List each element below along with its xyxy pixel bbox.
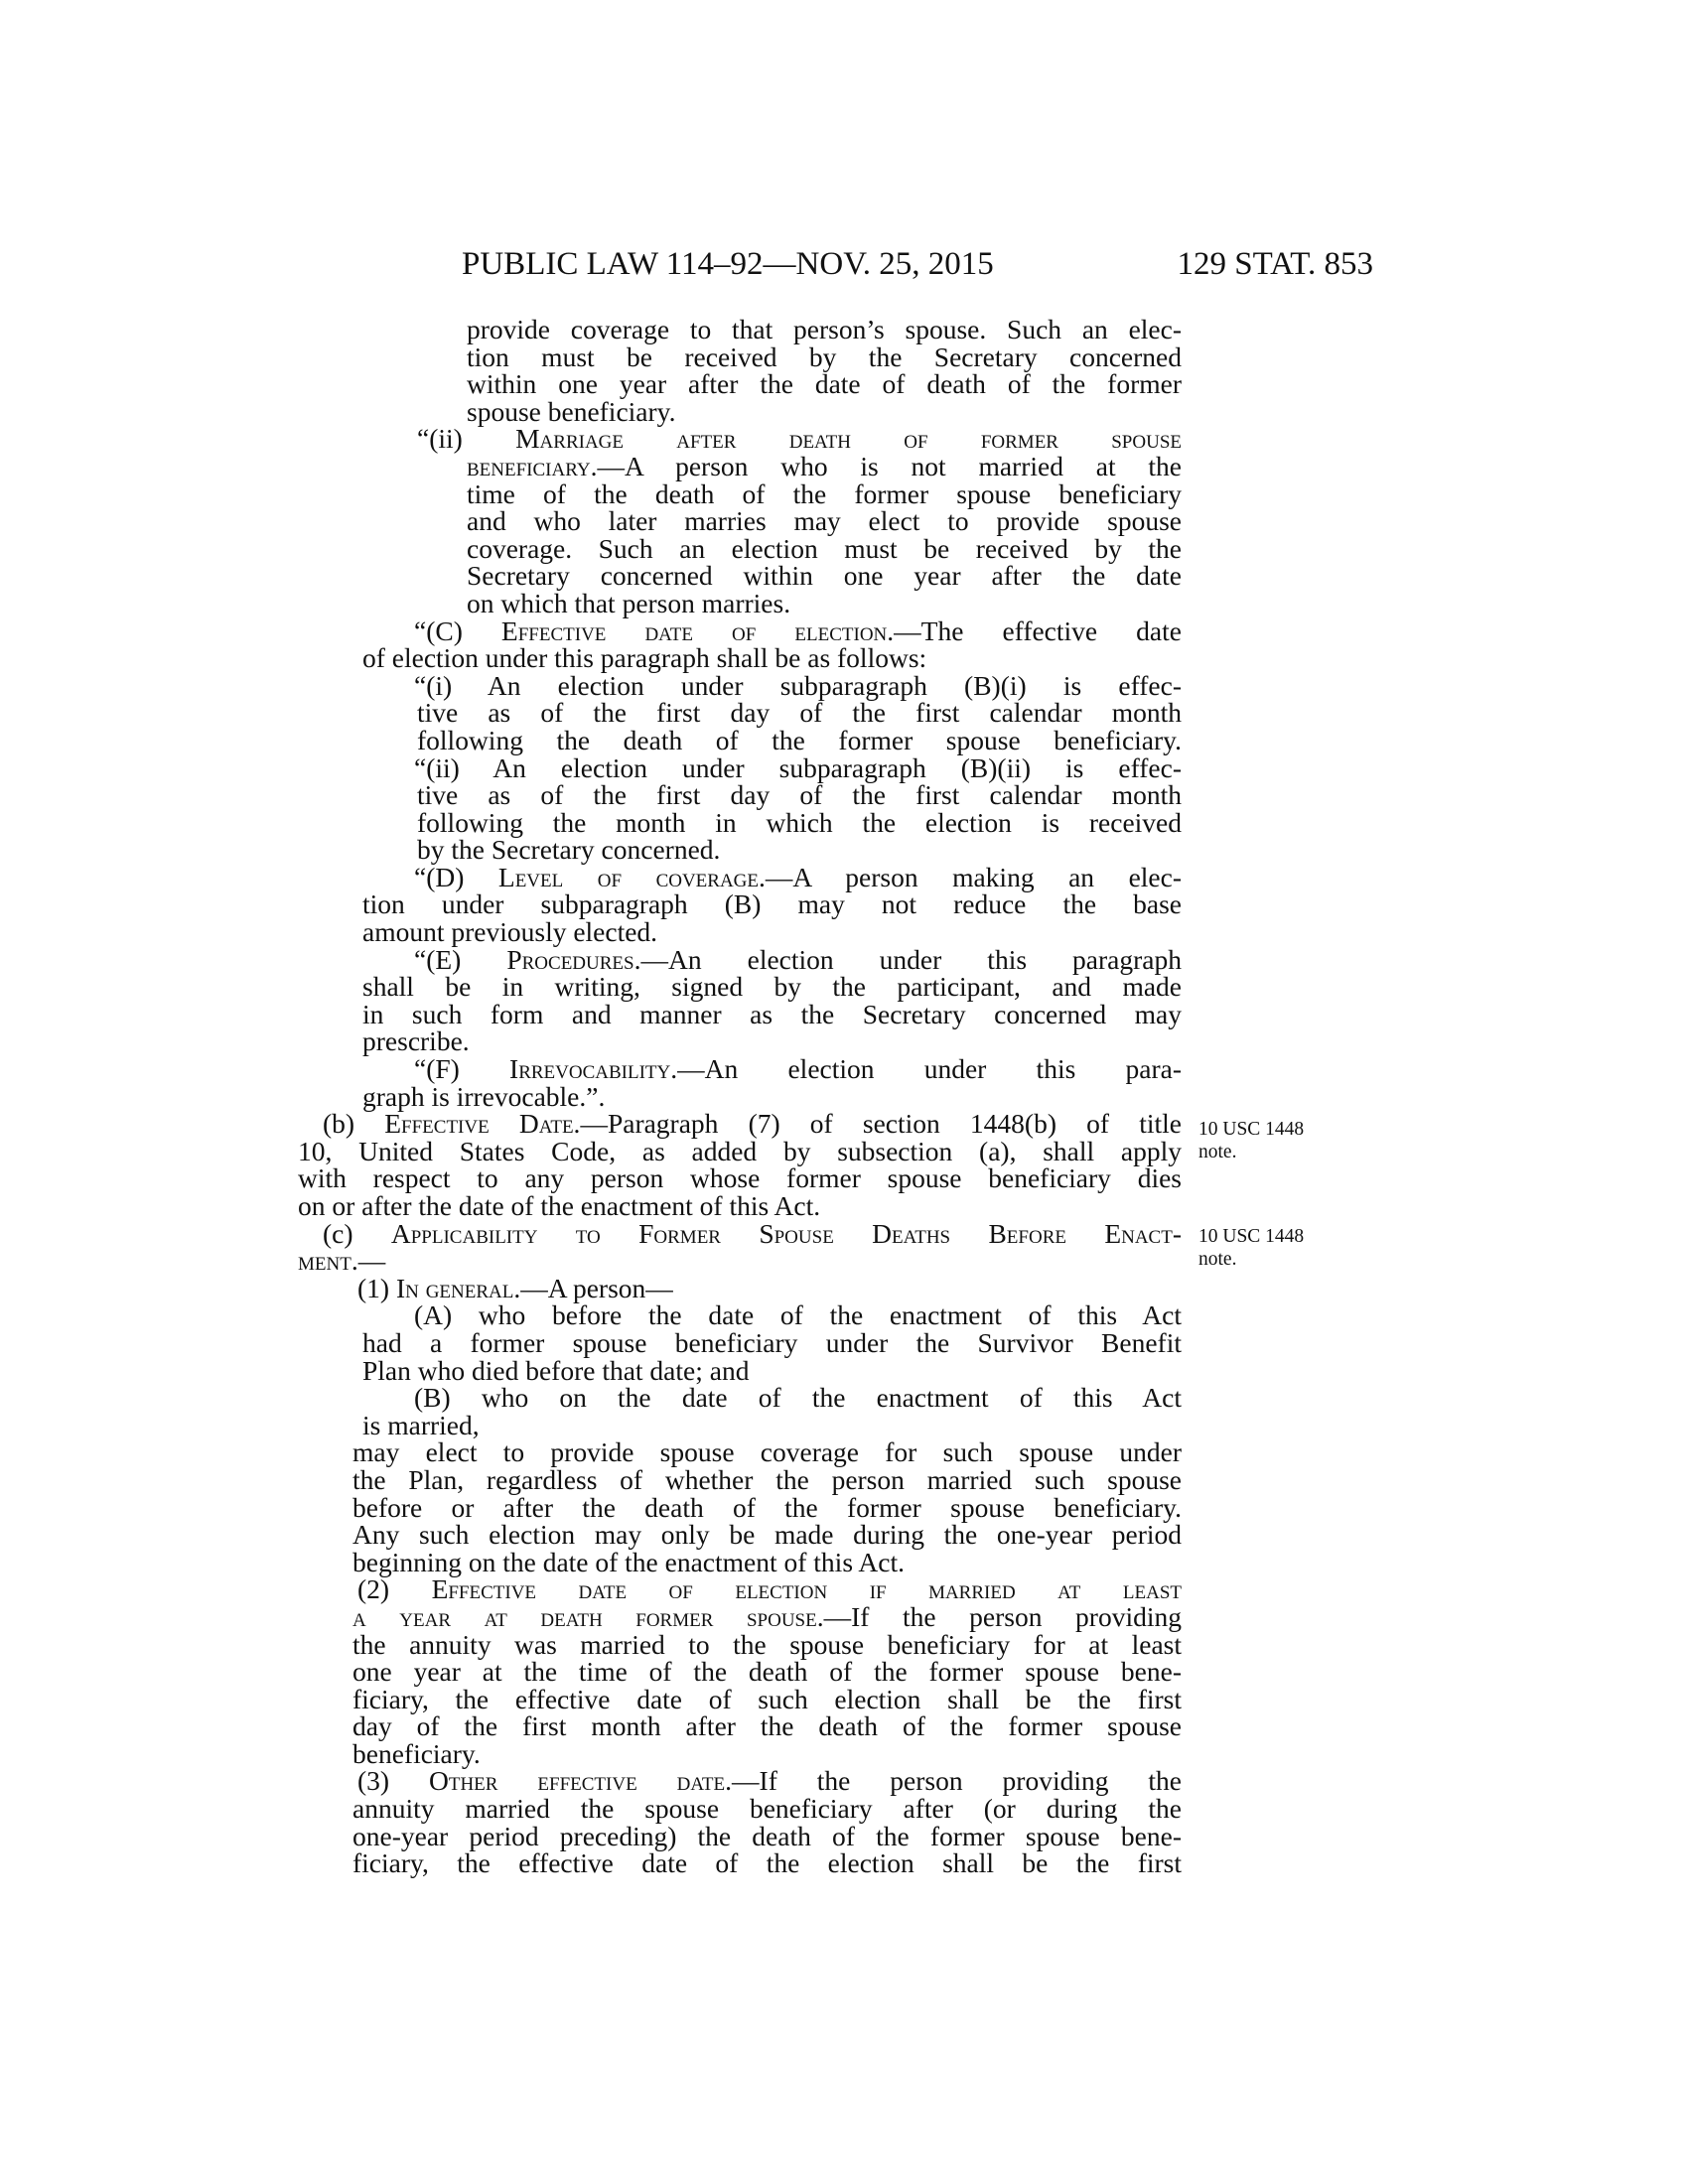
enumerator: (b) (323, 1108, 385, 1140)
text-line (298, 1301, 1182, 1329)
text-line (298, 1712, 1182, 1740)
text-line (298, 644, 1182, 672)
line-text: shall be in writing, signed by the participant, and made (362, 971, 1182, 1003)
text-line (298, 395, 1182, 427)
text-line (298, 1521, 1182, 1549)
enumerator: (c) (323, 1217, 391, 1249)
line-text: graph is irrevocable.”. (362, 1080, 606, 1112)
line-text: day of the first month after the death of the former spouse (352, 1710, 1182, 1742)
line-text: tive as of the first day of the first calendar month (417, 779, 1182, 811)
text-line (298, 1384, 1182, 1412)
text-line (298, 836, 1182, 864)
text-line (298, 1575, 1182, 1603)
text-line (298, 1027, 1182, 1055)
text-line (298, 806, 1182, 838)
line-text: tive as of the first day of the first calendar month (417, 697, 1182, 729)
line-text: 10, United States Code, as added by subsection (a), shall apply (298, 1135, 1182, 1166)
text-line (298, 943, 1182, 975)
text-line (298, 587, 1182, 618)
section-heading: Procedures. (506, 943, 641, 975)
line-text: the annuity was married to the spouse beneficiary for at least (352, 1628, 1182, 1660)
line-text: on which that person marries. (467, 587, 791, 618)
text-line (298, 781, 1182, 809)
text-line (298, 1463, 1182, 1495)
text-line (298, 532, 1182, 564)
line-text: tion under subparagraph (B) may not reduce the base (362, 888, 1182, 920)
text-line (298, 1820, 1182, 1851)
header-page-number: 129 STAT. 853 (1177, 246, 1373, 282)
line-text: had a former spouse beneficiary under the Survivor Benefit (362, 1326, 1182, 1358)
section-heading: ment. (298, 1245, 358, 1277)
text-line (298, 1272, 1182, 1303)
text-line (298, 1217, 1182, 1249)
text-line (298, 614, 1182, 646)
text-line (298, 1135, 1182, 1166)
line-text: provide coverage to that person’s spouse. Such an elec- (467, 314, 1182, 344)
line-text: ficiary, the effective date of such election shall be the first (352, 1683, 1182, 1714)
text-line (298, 1658, 1182, 1686)
text-line (298, 1491, 1182, 1523)
line-text: —A person making an elec- (765, 861, 1182, 892)
text-line (298, 724, 1182, 755)
text-line (298, 1409, 1182, 1440)
enumerator: “(E) (414, 943, 507, 975)
line-text: on or after the date of the enactment of this Act. (298, 1190, 821, 1221)
line-text: one-year period preceding) the death of the former spouse bene- (352, 1820, 1182, 1851)
header-title: PUBLIC LAW 114–92—NOV. 25, 2015 (462, 246, 994, 282)
line-text: time of the death of the former spouse beneficiary (467, 478, 1182, 509)
line-text: Secretary concerned within one year after the date (467, 560, 1182, 592)
line-text: “(ii) An election under subparagraph (B)(ii) is effec- (414, 751, 1182, 783)
enumerator: (3) (357, 1765, 429, 1797)
line-text: following the death of the former spouse beneficiary. (417, 724, 1182, 755)
text-line (298, 918, 1182, 946)
line-text: prescribe. (362, 1025, 470, 1057)
text-line (298, 861, 1182, 892)
text-line (298, 1767, 1182, 1795)
section-heading: Effective date of election. (500, 614, 895, 646)
text-line (298, 343, 1182, 371)
section-heading: Level of coverage. (497, 861, 766, 892)
line-text: —If the person providing the (732, 1765, 1182, 1797)
section-heading: a year at death former spouse. (352, 1600, 824, 1632)
running-header (462, 246, 1373, 294)
line-text: tion must be received by the Secretary concerned (467, 341, 1182, 372)
line-text: —A person who is not married at the (597, 450, 1182, 481)
text-line (298, 973, 1182, 1001)
text-line (298, 1164, 1182, 1192)
text-line (298, 1110, 1182, 1138)
text-line (298, 1600, 1182, 1632)
enumerator: “(ii) (417, 423, 516, 455)
line-text: in such form and manner as the Secretary concerned may (362, 998, 1182, 1029)
section-heading: Effective date of election if married at least (431, 1573, 1182, 1605)
margin-note-1: 10 USC 1448 note. (1198, 1119, 1305, 1162)
text-line (298, 507, 1182, 535)
enumerator: “(C) (414, 614, 501, 646)
section-heading: Marriage after death of former spouse (515, 423, 1182, 455)
line-text: (B) who on the date of the enactment of this Act (414, 1382, 1182, 1414)
section-heading: beneficiary. (467, 450, 598, 481)
line-text: —If the person providing (823, 1600, 1182, 1632)
text-line (298, 480, 1182, 508)
line-text: ficiary, the effective date of the election shall be the first (352, 1847, 1182, 1879)
text-line (298, 1438, 1182, 1466)
margin-note-2: 10 USC 1448 note. (1198, 1226, 1305, 1270)
line-text: following the month in which the election is received (417, 806, 1182, 838)
text-line (298, 751, 1182, 783)
line-text: the Plan, regardless of whether the person married such spouse (352, 1463, 1182, 1495)
text-line (298, 562, 1182, 590)
text-line (298, 699, 1182, 727)
line-text: annuity married the spouse beneficiary after (or during the (352, 1793, 1182, 1825)
line-text: may elect to provide spouse coverage for such spouse under (352, 1436, 1182, 1468)
line-text: —An election under this paragraph (640, 943, 1182, 975)
line-text: —A person— (520, 1272, 673, 1303)
line-text: Plan who died before that date; and (362, 1354, 750, 1386)
text-line (298, 1055, 1182, 1083)
section-heading: Irrevocability. (509, 1053, 678, 1085)
statute-text (298, 316, 1182, 1877)
line-text: coverage. Such an election must be received by the (467, 532, 1182, 564)
line-text: spouse beneficiary. (467, 395, 676, 427)
line-text: beginning on the date of the enactment of this Act. (352, 1546, 905, 1577)
section-heading: Other effective date. (429, 1765, 733, 1797)
text-line (298, 1683, 1182, 1714)
text-line (298, 1326, 1182, 1358)
section-heading: Applicability to Former Spouse Deaths Before Enact- (390, 1217, 1182, 1249)
enumerator: (2) (357, 1573, 432, 1605)
text-line (298, 1628, 1182, 1660)
enumerator: “(D) (414, 861, 498, 892)
section-heading: In general. (395, 1272, 521, 1303)
text-line (298, 1192, 1182, 1220)
line-text: before or after the death of the former spouse beneficiary. (352, 1491, 1182, 1523)
line-text: by the Secretary concerned. (417, 834, 721, 866)
line-text: amount previously elected. (362, 916, 658, 948)
line-text: and who later marries may elect to provide spouse (467, 505, 1182, 537)
line-text: of election under this paragraph shall be as follows: (362, 642, 927, 674)
text-line (298, 1737, 1182, 1769)
enumerator: (1) (357, 1272, 396, 1303)
text-line (298, 890, 1182, 918)
line-text: Any such election may only be made during the one-year period (352, 1519, 1182, 1551)
text-line (298, 370, 1182, 398)
text-line (298, 425, 1182, 453)
line-text: —The effective date (894, 614, 1182, 646)
text-line (298, 1546, 1182, 1577)
line-text: “(i) An election under subparagraph (B)(i) is effec- (414, 669, 1182, 701)
text-line (298, 1247, 1182, 1275)
text-line (298, 669, 1182, 701)
line-text: (A) who before the date of the enactment of this Act (414, 1299, 1182, 1331)
text-line (298, 1080, 1182, 1112)
text-line (298, 1354, 1182, 1386)
text-line (298, 316, 1182, 343)
text-line (298, 998, 1182, 1029)
line-text: —An election under this para- (677, 1053, 1182, 1085)
text-line (298, 1795, 1182, 1823)
line-text: — (357, 1245, 386, 1277)
section-heading: Effective Date. (384, 1108, 581, 1140)
line-text: —Paragraph (7) of section 1448(b) of title (580, 1108, 1182, 1140)
enumerator: “(F) (414, 1053, 510, 1085)
line-text: within one year after the date of death of the former (467, 368, 1182, 400)
line-text: with respect to any person whose former spouse beneficiary dies (298, 1162, 1182, 1194)
line-text: is married, (362, 1409, 480, 1440)
text-line (298, 450, 1182, 481)
line-text: beneficiary. (352, 1737, 481, 1769)
line-text: one year at the time of the death of the former spouse bene- (352, 1656, 1182, 1688)
text-line (298, 1849, 1182, 1877)
